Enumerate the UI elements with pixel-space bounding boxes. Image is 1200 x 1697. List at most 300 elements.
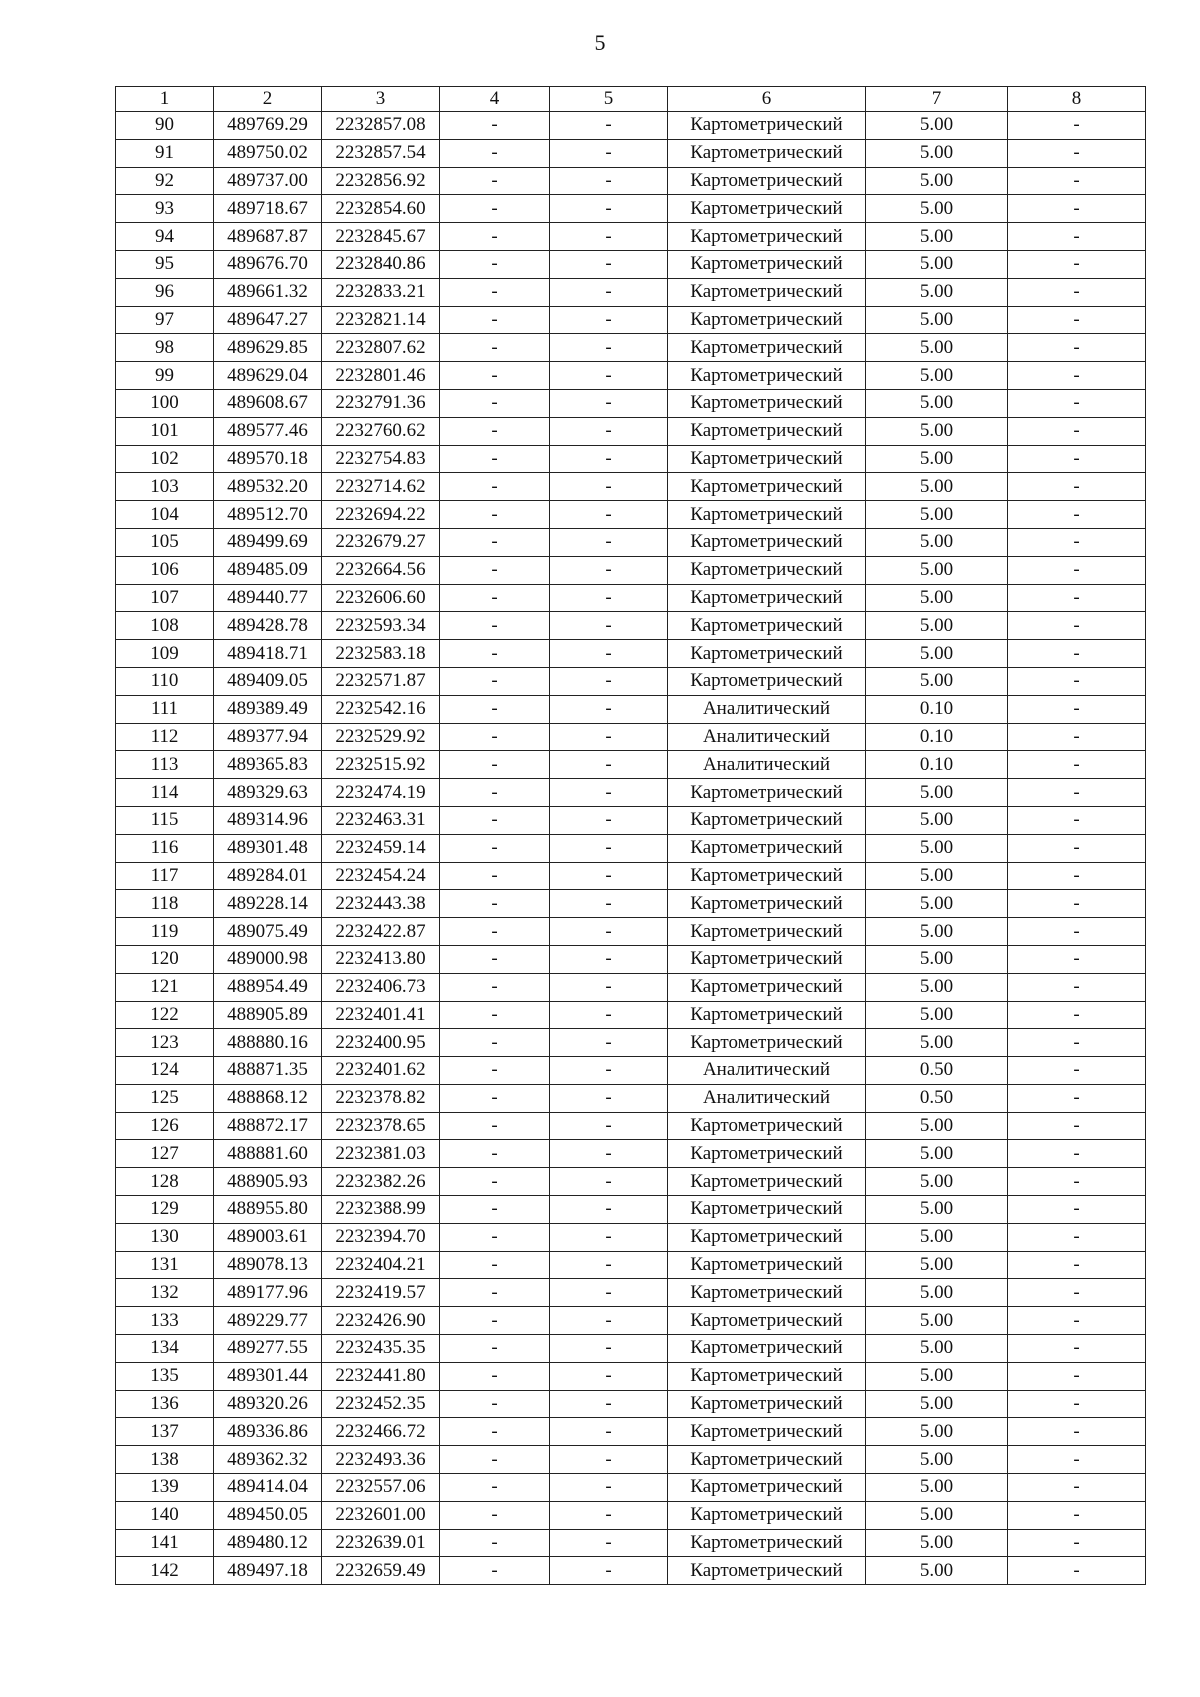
table-row xyxy=(116,612,1146,640)
accuracy-cell: 0.50 xyxy=(866,1084,1008,1112)
point-number-cell: 142 xyxy=(116,1557,214,1585)
accuracy-cell: 5.00 xyxy=(866,417,1008,445)
y-coordinate-cell: 2232679.27 xyxy=(322,528,440,556)
method-cell: Картометрический xyxy=(668,779,866,807)
x-coordinate-cell: 488871.35 xyxy=(214,1057,322,1085)
col5-cell: - xyxy=(550,1390,668,1418)
accuracy-cell: 5.00 xyxy=(866,584,1008,612)
accuracy-cell: 5.00 xyxy=(866,445,1008,473)
col8-cell: - xyxy=(1008,1557,1146,1585)
method-cell: Аналитический xyxy=(668,1084,866,1112)
col8-cell: - xyxy=(1008,139,1146,167)
point-number-cell: 92 xyxy=(116,167,214,195)
table-row xyxy=(116,223,1146,251)
y-coordinate-cell: 2232754.83 xyxy=(322,445,440,473)
x-coordinate-cell: 489418.71 xyxy=(214,640,322,668)
method-cell: Картометрический xyxy=(668,584,866,612)
method-cell: Картометрический xyxy=(668,973,866,1001)
column-header: 2 xyxy=(214,87,322,112)
method-cell: Картометрический xyxy=(668,528,866,556)
method-cell: Картометрический xyxy=(668,445,866,473)
col8-cell: - xyxy=(1008,1057,1146,1085)
point-number-cell: 103 xyxy=(116,473,214,501)
table-row xyxy=(116,1474,1146,1502)
col4-cell: - xyxy=(440,806,550,834)
accuracy-cell: 5.00 xyxy=(866,945,1008,973)
accuracy-cell: 5.00 xyxy=(866,278,1008,306)
table-row xyxy=(116,1223,1146,1251)
x-coordinate-cell: 488880.16 xyxy=(214,1029,322,1057)
x-coordinate-cell: 489532.20 xyxy=(214,473,322,501)
table-row xyxy=(116,1057,1146,1085)
accuracy-cell: 5.00 xyxy=(866,556,1008,584)
col8-cell: - xyxy=(1008,389,1146,417)
col4-cell: - xyxy=(440,1279,550,1307)
col4-cell: - xyxy=(440,1529,550,1557)
col5-cell: - xyxy=(550,1279,668,1307)
table-row xyxy=(116,278,1146,306)
x-coordinate-cell: 489409.05 xyxy=(214,667,322,695)
col8-cell: - xyxy=(1008,334,1146,362)
y-coordinate-cell: 2232845.67 xyxy=(322,223,440,251)
col8-cell: - xyxy=(1008,1529,1146,1557)
col8-cell: - xyxy=(1008,1196,1146,1224)
table-row xyxy=(116,779,1146,807)
col4-cell: - xyxy=(440,612,550,640)
col5-cell: - xyxy=(550,1307,668,1335)
point-number-cell: 104 xyxy=(116,501,214,529)
method-cell: Картометрический xyxy=(668,890,866,918)
point-number-cell: 125 xyxy=(116,1084,214,1112)
point-number-cell: 138 xyxy=(116,1446,214,1474)
col4-cell: - xyxy=(440,556,550,584)
table-row xyxy=(116,1362,1146,1390)
accuracy-cell: 5.00 xyxy=(866,389,1008,417)
col8-cell: - xyxy=(1008,779,1146,807)
col4-cell: - xyxy=(440,1362,550,1390)
point-number-cell: 130 xyxy=(116,1223,214,1251)
table-row xyxy=(116,1196,1146,1224)
x-coordinate-cell: 489003.61 xyxy=(214,1223,322,1251)
method-cell: Картометрический xyxy=(668,112,866,140)
y-coordinate-cell: 2232833.21 xyxy=(322,278,440,306)
point-number-cell: 134 xyxy=(116,1335,214,1363)
table-body xyxy=(116,112,1146,1585)
col4-cell: - xyxy=(440,1446,550,1474)
point-number-cell: 95 xyxy=(116,250,214,278)
point-number-cell: 129 xyxy=(116,1196,214,1224)
accuracy-cell: 5.00 xyxy=(866,1223,1008,1251)
method-cell: Картометрический xyxy=(668,834,866,862)
col8-cell: - xyxy=(1008,306,1146,334)
point-number-cell: 99 xyxy=(116,362,214,390)
point-number-cell: 136 xyxy=(116,1390,214,1418)
column-header: 6 xyxy=(668,87,866,112)
col4-cell: - xyxy=(440,862,550,890)
col5-cell: - xyxy=(550,1223,668,1251)
point-number-cell: 105 xyxy=(116,528,214,556)
col4-cell: - xyxy=(440,1029,550,1057)
col8-cell: - xyxy=(1008,1390,1146,1418)
point-number-cell: 111 xyxy=(116,695,214,723)
method-cell: Аналитический xyxy=(668,695,866,723)
col4-cell: - xyxy=(440,751,550,779)
col5-cell: - xyxy=(550,1057,668,1085)
point-number-cell: 96 xyxy=(116,278,214,306)
col8-cell: - xyxy=(1008,695,1146,723)
x-coordinate-cell: 489750.02 xyxy=(214,139,322,167)
col5-cell: - xyxy=(550,250,668,278)
table-row xyxy=(116,445,1146,473)
col5-cell: - xyxy=(550,1362,668,1390)
point-number-cell: 122 xyxy=(116,1001,214,1029)
x-coordinate-cell: 489577.46 xyxy=(214,417,322,445)
col4-cell: - xyxy=(440,445,550,473)
table-row xyxy=(116,1168,1146,1196)
table-row xyxy=(116,1529,1146,1557)
table-row xyxy=(116,723,1146,751)
method-cell: Картометрический xyxy=(668,167,866,195)
col8-cell: - xyxy=(1008,278,1146,306)
table-row xyxy=(116,167,1146,195)
col5-cell: - xyxy=(550,528,668,556)
accuracy-cell: 5.00 xyxy=(866,1112,1008,1140)
y-coordinate-cell: 2232463.31 xyxy=(322,806,440,834)
method-cell: Картометрический xyxy=(668,918,866,946)
accuracy-cell: 5.00 xyxy=(866,1446,1008,1474)
y-coordinate-cell: 2232419.57 xyxy=(322,1279,440,1307)
col8-cell: - xyxy=(1008,918,1146,946)
col5-cell: - xyxy=(550,1418,668,1446)
col4-cell: - xyxy=(440,1474,550,1502)
col5-cell: - xyxy=(550,1474,668,1502)
x-coordinate-cell: 489629.85 xyxy=(214,334,322,362)
y-coordinate-cell: 2232601.00 xyxy=(322,1501,440,1529)
col8-cell: - xyxy=(1008,250,1146,278)
method-cell: Картометрический xyxy=(668,1112,866,1140)
table-row xyxy=(116,556,1146,584)
table-row xyxy=(116,862,1146,890)
x-coordinate-cell: 489377.94 xyxy=(214,723,322,751)
table-row xyxy=(116,1084,1146,1112)
method-cell: Картометрический xyxy=(668,501,866,529)
col4-cell: - xyxy=(440,1307,550,1335)
method-cell: Картометрический xyxy=(668,1140,866,1168)
col8-cell: - xyxy=(1008,473,1146,501)
method-cell: Картометрический xyxy=(668,1529,866,1557)
col5-cell: - xyxy=(550,139,668,167)
col8-cell: - xyxy=(1008,417,1146,445)
x-coordinate-cell: 489000.98 xyxy=(214,945,322,973)
col8-cell: - xyxy=(1008,723,1146,751)
accuracy-cell: 5.00 xyxy=(866,640,1008,668)
col4-cell: - xyxy=(440,1084,550,1112)
table-row xyxy=(116,112,1146,140)
accuracy-cell: 5.00 xyxy=(866,779,1008,807)
col5-cell: - xyxy=(550,695,668,723)
col5-cell: - xyxy=(550,1251,668,1279)
col4-cell: - xyxy=(440,890,550,918)
method-cell: Картометрический xyxy=(668,806,866,834)
table-row xyxy=(116,334,1146,362)
x-coordinate-cell: 489277.55 xyxy=(214,1335,322,1363)
method-cell: Картометрический xyxy=(668,417,866,445)
col4-cell: - xyxy=(440,250,550,278)
point-number-cell: 137 xyxy=(116,1418,214,1446)
y-coordinate-cell: 2232760.62 xyxy=(322,417,440,445)
point-number-cell: 117 xyxy=(116,862,214,890)
col5-cell: - xyxy=(550,334,668,362)
method-cell: Картометрический xyxy=(668,667,866,695)
col8-cell: - xyxy=(1008,806,1146,834)
col8-cell: - xyxy=(1008,1112,1146,1140)
point-number-cell: 100 xyxy=(116,389,214,417)
col5-cell: - xyxy=(550,918,668,946)
col8-cell: - xyxy=(1008,667,1146,695)
method-cell: Картометрический xyxy=(668,556,866,584)
x-coordinate-cell: 489362.32 xyxy=(214,1446,322,1474)
y-coordinate-cell: 2232593.34 xyxy=(322,612,440,640)
y-coordinate-cell: 2232515.92 xyxy=(322,751,440,779)
col4-cell: - xyxy=(440,584,550,612)
col5-cell: - xyxy=(550,417,668,445)
col4-cell: - xyxy=(440,1557,550,1585)
method-cell: Картометрический xyxy=(668,139,866,167)
method-cell: Картометрический xyxy=(668,612,866,640)
table-row xyxy=(116,389,1146,417)
col5-cell: - xyxy=(550,1112,668,1140)
y-coordinate-cell: 2232400.95 xyxy=(322,1029,440,1057)
point-number-cell: 132 xyxy=(116,1279,214,1307)
method-cell: Картометрический xyxy=(668,1446,866,1474)
point-number-cell: 106 xyxy=(116,556,214,584)
x-coordinate-cell: 488881.60 xyxy=(214,1140,322,1168)
col4-cell: - xyxy=(440,918,550,946)
col5-cell: - xyxy=(550,723,668,751)
point-number-cell: 110 xyxy=(116,667,214,695)
point-number-cell: 116 xyxy=(116,834,214,862)
col8-cell: - xyxy=(1008,1335,1146,1363)
col4-cell: - xyxy=(440,195,550,223)
col5-cell: - xyxy=(550,751,668,779)
col8-cell: - xyxy=(1008,1307,1146,1335)
col8-cell: - xyxy=(1008,1418,1146,1446)
accuracy-cell: 5.00 xyxy=(866,223,1008,251)
col4-cell: - xyxy=(440,1168,550,1196)
accuracy-cell: 5.00 xyxy=(866,612,1008,640)
col5-cell: - xyxy=(550,1557,668,1585)
col8-cell: - xyxy=(1008,1223,1146,1251)
col8-cell: - xyxy=(1008,445,1146,473)
accuracy-cell: 0.50 xyxy=(866,1057,1008,1085)
method-cell: Картометрический xyxy=(668,195,866,223)
y-coordinate-cell: 2232664.56 xyxy=(322,556,440,584)
method-cell: Картометрический xyxy=(668,1223,866,1251)
col5-cell: - xyxy=(550,584,668,612)
x-coordinate-cell: 489336.86 xyxy=(214,1418,322,1446)
point-number-cell: 119 xyxy=(116,918,214,946)
x-coordinate-cell: 489769.29 xyxy=(214,112,322,140)
point-number-cell: 94 xyxy=(116,223,214,251)
col8-cell: - xyxy=(1008,1168,1146,1196)
x-coordinate-cell: 489389.49 xyxy=(214,695,322,723)
col8-cell: - xyxy=(1008,1084,1146,1112)
col4-cell: - xyxy=(440,167,550,195)
x-coordinate-cell: 488872.17 xyxy=(214,1112,322,1140)
method-cell: Картометрический xyxy=(668,1557,866,1585)
point-number-cell: 108 xyxy=(116,612,214,640)
table-row xyxy=(116,417,1146,445)
table-row xyxy=(116,1501,1146,1529)
point-number-cell: 102 xyxy=(116,445,214,473)
x-coordinate-cell: 489676.70 xyxy=(214,250,322,278)
point-number-cell: 91 xyxy=(116,139,214,167)
method-cell: Картометрический xyxy=(668,1501,866,1529)
x-coordinate-cell: 489480.12 xyxy=(214,1529,322,1557)
y-coordinate-cell: 2232459.14 xyxy=(322,834,440,862)
point-number-cell: 101 xyxy=(116,417,214,445)
table-row xyxy=(116,250,1146,278)
method-cell: Картометрический xyxy=(668,1418,866,1446)
x-coordinate-cell: 488954.49 xyxy=(214,973,322,1001)
accuracy-cell: 5.00 xyxy=(866,918,1008,946)
y-coordinate-cell: 2232454.24 xyxy=(322,862,440,890)
col8-cell: - xyxy=(1008,112,1146,140)
accuracy-cell: 5.00 xyxy=(866,1390,1008,1418)
method-cell: Аналитический xyxy=(668,751,866,779)
method-cell: Картометрический xyxy=(668,389,866,417)
accuracy-cell: 5.00 xyxy=(866,1557,1008,1585)
table-row xyxy=(116,1446,1146,1474)
accuracy-cell: 0.10 xyxy=(866,751,1008,779)
col5-cell: - xyxy=(550,1168,668,1196)
x-coordinate-cell: 489314.96 xyxy=(214,806,322,834)
x-coordinate-cell: 489497.18 xyxy=(214,1557,322,1585)
accuracy-cell: 5.00 xyxy=(866,1001,1008,1029)
x-coordinate-cell: 489499.69 xyxy=(214,528,322,556)
col4-cell: - xyxy=(440,528,550,556)
method-cell: Картометрический xyxy=(668,1029,866,1057)
col4-cell: - xyxy=(440,695,550,723)
x-coordinate-cell: 488905.93 xyxy=(214,1168,322,1196)
method-cell: Картометрический xyxy=(668,1001,866,1029)
col8-cell: - xyxy=(1008,167,1146,195)
accuracy-cell: 5.00 xyxy=(866,195,1008,223)
col4-cell: - xyxy=(440,389,550,417)
col8-cell: - xyxy=(1008,862,1146,890)
x-coordinate-cell: 489440.77 xyxy=(214,584,322,612)
col8-cell: - xyxy=(1008,584,1146,612)
column-header: 7 xyxy=(866,87,1008,112)
point-number-cell: 139 xyxy=(116,1474,214,1502)
point-number-cell: 133 xyxy=(116,1307,214,1335)
table-row xyxy=(116,1112,1146,1140)
column-header: 3 xyxy=(322,87,440,112)
table-row xyxy=(116,362,1146,390)
col5-cell: - xyxy=(550,1446,668,1474)
point-number-cell: 114 xyxy=(116,779,214,807)
x-coordinate-cell: 489608.67 xyxy=(214,389,322,417)
col4-cell: - xyxy=(440,1140,550,1168)
x-coordinate-cell: 489570.18 xyxy=(214,445,322,473)
method-cell: Картометрический xyxy=(668,334,866,362)
point-number-cell: 109 xyxy=(116,640,214,668)
table-row xyxy=(116,1335,1146,1363)
col4-cell: - xyxy=(440,1223,550,1251)
col8-cell: - xyxy=(1008,945,1146,973)
accuracy-cell: 0.10 xyxy=(866,695,1008,723)
table-row xyxy=(116,528,1146,556)
x-coordinate-cell: 489228.14 xyxy=(214,890,322,918)
x-coordinate-cell: 489229.77 xyxy=(214,1307,322,1335)
col4-cell: - xyxy=(440,834,550,862)
x-coordinate-cell: 489450.05 xyxy=(214,1501,322,1529)
accuracy-cell: 5.00 xyxy=(866,667,1008,695)
col5-cell: - xyxy=(550,1001,668,1029)
table-row xyxy=(116,640,1146,668)
y-coordinate-cell: 2232381.03 xyxy=(322,1140,440,1168)
table-row xyxy=(116,890,1146,918)
method-cell: Картометрический xyxy=(668,362,866,390)
method-cell: Картометрический xyxy=(668,223,866,251)
col5-cell: - xyxy=(550,556,668,584)
method-cell: Картометрический xyxy=(668,1196,866,1224)
accuracy-cell: 5.00 xyxy=(866,1335,1008,1363)
x-coordinate-cell: 489428.78 xyxy=(214,612,322,640)
y-coordinate-cell: 2232542.16 xyxy=(322,695,440,723)
col5-cell: - xyxy=(550,806,668,834)
point-number-cell: 126 xyxy=(116,1112,214,1140)
table-row xyxy=(116,139,1146,167)
y-coordinate-cell: 2232406.73 xyxy=(322,973,440,1001)
method-cell: Аналитический xyxy=(668,723,866,751)
accuracy-cell: 5.00 xyxy=(866,890,1008,918)
col8-cell: - xyxy=(1008,890,1146,918)
table-row xyxy=(116,751,1146,779)
col5-cell: - xyxy=(550,223,668,251)
accuracy-cell: 5.00 xyxy=(866,1474,1008,1502)
y-coordinate-cell: 2232394.70 xyxy=(322,1223,440,1251)
col4-cell: - xyxy=(440,1057,550,1085)
col5-cell: - xyxy=(550,1529,668,1557)
method-cell: Картометрический xyxy=(668,1168,866,1196)
col5-cell: - xyxy=(550,473,668,501)
col5-cell: - xyxy=(550,612,668,640)
y-coordinate-cell: 2232856.92 xyxy=(322,167,440,195)
column-header: 5 xyxy=(550,87,668,112)
y-coordinate-cell: 2232452.35 xyxy=(322,1390,440,1418)
table-row xyxy=(116,1029,1146,1057)
method-cell: Аналитический xyxy=(668,1057,866,1085)
table-row xyxy=(116,973,1146,1001)
y-coordinate-cell: 2232606.60 xyxy=(322,584,440,612)
col8-cell: - xyxy=(1008,1279,1146,1307)
point-number-cell: 107 xyxy=(116,584,214,612)
y-coordinate-cell: 2232857.54 xyxy=(322,139,440,167)
y-coordinate-cell: 2232694.22 xyxy=(322,501,440,529)
y-coordinate-cell: 2232422.87 xyxy=(322,918,440,946)
accuracy-cell: 5.00 xyxy=(866,1029,1008,1057)
y-coordinate-cell: 2232840.86 xyxy=(322,250,440,278)
col5-cell: - xyxy=(550,667,668,695)
method-cell: Картометрический xyxy=(668,862,866,890)
col8-cell: - xyxy=(1008,528,1146,556)
point-number-cell: 112 xyxy=(116,723,214,751)
col4-cell: - xyxy=(440,1112,550,1140)
x-coordinate-cell: 489177.96 xyxy=(214,1279,322,1307)
col8-cell: - xyxy=(1008,1029,1146,1057)
col4-cell: - xyxy=(440,223,550,251)
